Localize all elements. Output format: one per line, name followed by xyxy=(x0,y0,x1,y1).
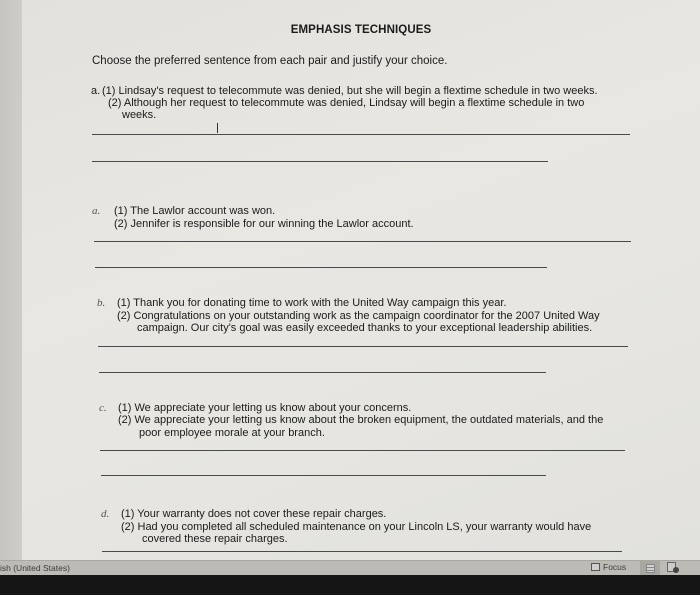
option-2: (2) Jennifer is responsible for our winning the Lawlor account. xyxy=(114,218,414,230)
option-1: (1) We appreciate your letting us know about your concerns. xyxy=(118,402,412,414)
status-bar xyxy=(0,560,700,575)
option-1: (1) Thank you for donating time to work with the United Way campaign this year. xyxy=(117,297,507,309)
language-indicator[interactable]: ish (United States) xyxy=(0,563,70,573)
instructions-text: Choose the preferred sentence from each pair and justify your choice. xyxy=(92,55,448,67)
answer-line[interactable] xyxy=(98,346,628,347)
globe-badge-icon xyxy=(673,567,679,573)
page-title: EMPHASIS TECHNIQUES xyxy=(290,24,432,36)
document-page[interactable] xyxy=(22,0,700,560)
screen-bezel xyxy=(0,575,700,595)
print-layout-view-button[interactable] xyxy=(640,561,660,575)
option-2: (2) Congratulations on your outstanding work as the campaign coordinator for the 2007 United Way xyxy=(117,310,600,322)
focus-mode-button[interactable] xyxy=(591,562,626,572)
answer-line[interactable] xyxy=(95,267,547,268)
option-1: (1) The Lawlor account was won. xyxy=(114,205,276,217)
item-letter: a. xyxy=(92,205,101,217)
answer-line[interactable] xyxy=(94,241,631,242)
item-letter: b. xyxy=(97,297,106,309)
answer-line[interactable] xyxy=(102,551,622,552)
answer-line[interactable] xyxy=(92,161,548,162)
print-layout-icon xyxy=(646,564,655,573)
answer-line[interactable] xyxy=(101,475,546,476)
left-margin-gutter xyxy=(0,0,22,560)
option-2-continued: covered these repair charges. xyxy=(142,533,288,545)
answer-line[interactable] xyxy=(99,372,546,373)
option-1: (1) Lindsay's request to telecommute was denied, but she will begin a flextime schedule in two weeks. xyxy=(102,85,598,97)
option-2-continued: campaign. Our city's goal was easily exceeded thanks to your exceptional leadership abilities. xyxy=(137,322,593,334)
option-2: (2) Although her request to telecommute was denied, Lindsay will begin a flextime schedule in two xyxy=(108,97,585,109)
option-2-continued: weeks. xyxy=(122,109,157,121)
item-letter: c. xyxy=(99,402,107,414)
text-cursor xyxy=(217,123,218,133)
focus-icon xyxy=(591,563,600,571)
item-letter: a. xyxy=(91,85,101,97)
item-letter: d. xyxy=(101,508,110,520)
web-layout-view-button[interactable] xyxy=(667,562,679,573)
option-2: (2) We appreciate your letting us know about the broken equipment, the outdated materials, and the xyxy=(118,414,604,426)
option-2-continued: poor employee morale at your branch. xyxy=(139,427,325,439)
focus-label: Focus xyxy=(603,562,627,572)
answer-line[interactable] xyxy=(100,450,625,451)
option-2: (2) Had you completed all scheduled maintenance on your Lincoln LS, your warranty would have xyxy=(121,521,592,533)
answer-line[interactable] xyxy=(92,134,630,135)
option-1: (1) Your warranty does not cover these repair charges. xyxy=(121,508,387,520)
